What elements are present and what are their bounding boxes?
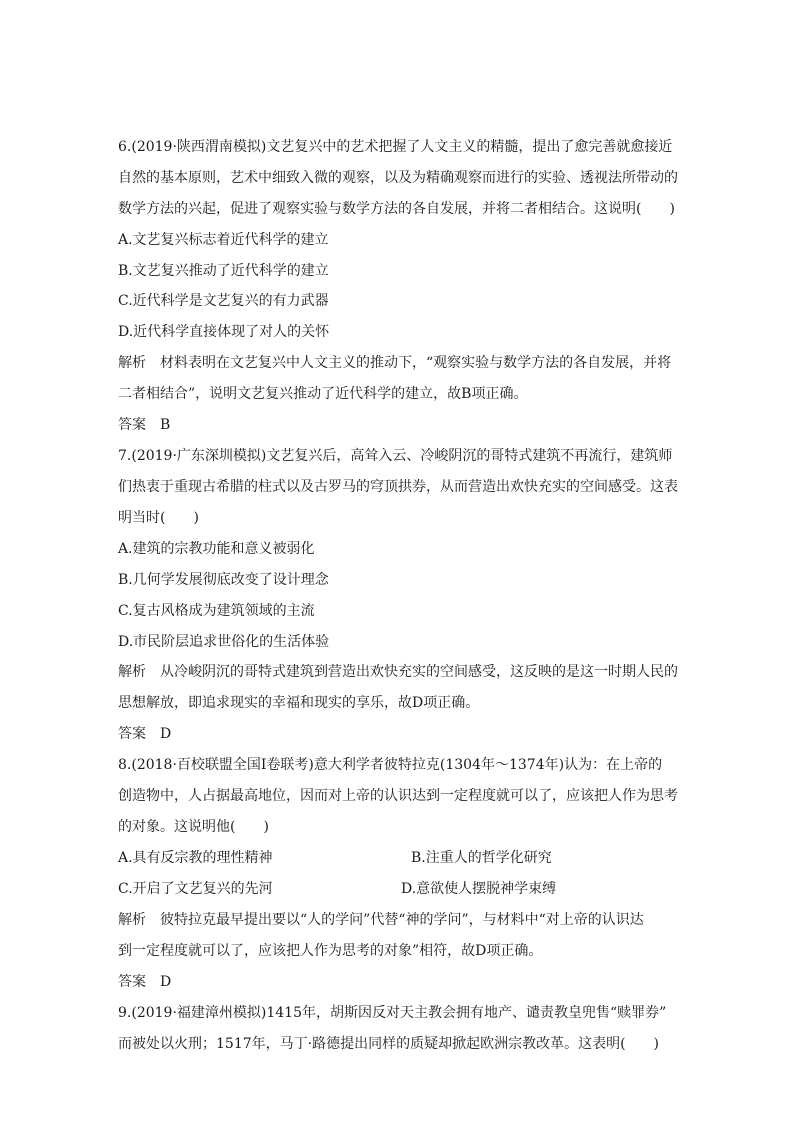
- q7-analysis-line-1: 解析 从冷峻阴沉的哥特式建筑到营造出欢快充实的空间感受，这反映的是这一时期人民的: [118, 664, 678, 680]
- q7-analysis-line-2: 思想解放，即追求现实的幸福和现实的享乐，故D项正确。: [118, 695, 480, 711]
- q8-option-b: B.注重人的哲学化研究: [411, 850, 552, 866]
- q8-stem-line-2: 创造物中，人占据最高地位，因而对上帝的认识达到一定程度就可以了，应该把人作为思考: [118, 788, 678, 804]
- q6-analysis-line-2: 二者相结合”，说明文艺复兴推动了近代科学的建立，故B项正确。: [118, 386, 528, 402]
- q6-option-b: B.文艺复兴推动了近代科学的建立: [118, 263, 329, 279]
- q7-answer: 答案 D: [118, 726, 172, 742]
- q8-answer: 答案 D: [118, 974, 172, 990]
- q7-option-c: C.复古风格成为建筑领域的主流: [118, 603, 315, 619]
- q8-analysis-line-1: 解析 彼特拉克最早提出要以“人的学问”代替“神的学问”，与材料中“对上帝的认识达: [118, 912, 644, 928]
- q7-stem-line-2: 们热衷于重现古希腊的柱式以及古罗马的穹顶拱券，从而营造出欢快充实的空间感受。这表: [118, 479, 678, 495]
- q9-stem-line-1: 9.(2019·福建漳州模拟)1415年，胡斯因反对天主教会拥有地产、谴责教皇兜售“赎罪券”: [118, 1005, 667, 1021]
- q8-stem-line-1: 8.(2018·百校联盟全国Ⅰ卷联考)意大利学者彼特拉克(1304年～1374年)认为：在上帝的: [118, 757, 663, 773]
- q6-stem-line-2: 自然的基本原则，艺术中细致入微的观察，以及为精确观察而进行的实验、透视法所带动的: [118, 170, 678, 186]
- q6-answer: 答案 B: [118, 417, 171, 433]
- q8-stem-line-3: 的对象。这说明他( ): [118, 819, 269, 835]
- q6-option-d: D.近代科学直接体现了对人的关怀: [118, 324, 330, 340]
- q7-stem-line-1: 7.(2019·广东深圳模拟)文艺复兴后，高耸入云、冷峻阴沉的哥特式建筑不再流行，建筑师: [118, 448, 673, 464]
- q7-option-d: D.市民阶层追求世俗化的生活体验: [118, 634, 330, 650]
- q7-option-b: B.几何学发展彻底改变了设计理念: [118, 572, 329, 588]
- q6-stem-line-1: 6.(2019·陕西渭南模拟)文艺复兴中的艺术把握了人文主义的精髓，提出了愈完善就愈接近: [118, 139, 673, 155]
- q6-stem-line-3: 数学方法的兴起，促进了观察实验与数学方法的各自发展，并将二者相结合。这说明( ): [118, 201, 675, 217]
- q8-option-c: C.开启了文艺复兴的先河: [118, 881, 273, 897]
- q6-analysis-line-1: 解析 材料表明在文艺复兴中人文主义的推动下，“观察实验与数学方法的各自发展，并将: [118, 355, 672, 371]
- q8-option-d: D.意欲使人摆脱神学束缚: [401, 881, 557, 897]
- q6-option-a: A.文艺复兴标志着近代科学的建立: [118, 232, 329, 248]
- q8-option-a: A.具有反宗教的理性精神: [118, 850, 273, 866]
- q7-option-a: A.建筑的宗教功能和意义被弱化: [118, 541, 315, 557]
- q7-stem-line-3: 明当时( ): [118, 510, 199, 526]
- q9-stem-line-2: 而被处以火刑；1517年，马丁·路德提出同样的质疑却掀起欧洲宗教改革。这表明( ): [118, 1036, 660, 1052]
- q6-option-c: C.近代科学是文艺复兴的有力武器: [118, 293, 329, 309]
- q8-analysis-line-2: 到一定程度就可以了，应该把人作为思考的对象”相符，故D项正确。: [118, 943, 543, 959]
